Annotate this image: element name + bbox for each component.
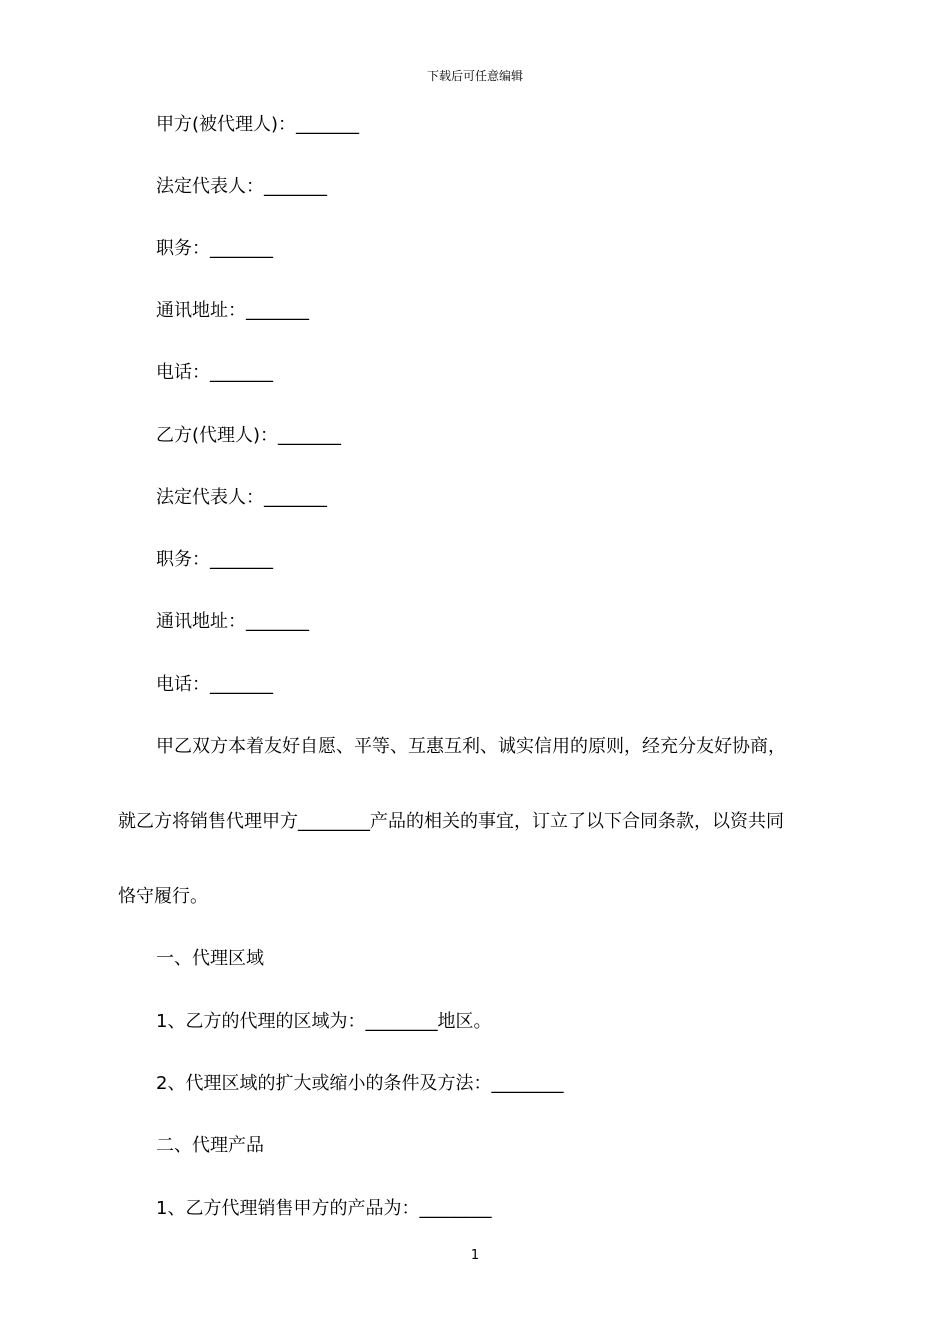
- party-a-position: 职务：_______: [156, 238, 273, 259]
- clause-area-change: 2、代理区域的扩大或缩小的条件及方法：________: [156, 1073, 564, 1094]
- section-heading-agency-area: 一、代理区域: [156, 948, 264, 969]
- party-b-address: 通讯地址：_______: [156, 611, 309, 632]
- preamble-line-3: 恪守履行。: [118, 886, 208, 907]
- party-a-address: 通讯地址：_______: [156, 300, 309, 321]
- clause-area: 1、乙方的代理的区域为：________地区。: [156, 1011, 492, 1032]
- section-heading-agency-products: 二、代理产品: [156, 1135, 264, 1156]
- clause-products: 1、乙方代理销售甲方的产品为：________: [156, 1198, 492, 1219]
- page-number: 1: [470, 1248, 480, 1263]
- party-b-position: 职务：_______: [156, 549, 273, 570]
- preamble-line-1: 甲乙双方本着友好自愿、平等、互惠互利、诚实信用的原则，经充分友好协商，: [156, 736, 786, 757]
- party-b-label: 乙方(代理人)：_______: [156, 425, 342, 446]
- page-header: 下载后可任意编辑: [426, 69, 523, 83]
- party-b-phone: 电话：_______: [156, 674, 273, 695]
- party-a-phone: 电话：_______: [156, 362, 273, 383]
- party-a-label: 甲方(被代理人)：_______: [156, 114, 360, 135]
- party-a-legal-rep: 法定代表人：_______: [156, 176, 327, 197]
- party-b-legal-rep: 法定代表人：_______: [156, 487, 327, 508]
- preamble-line-2: 就乙方将销售代理甲方________产品的相关的事宜，订立了以下合同条款，以资共同: [118, 811, 784, 832]
